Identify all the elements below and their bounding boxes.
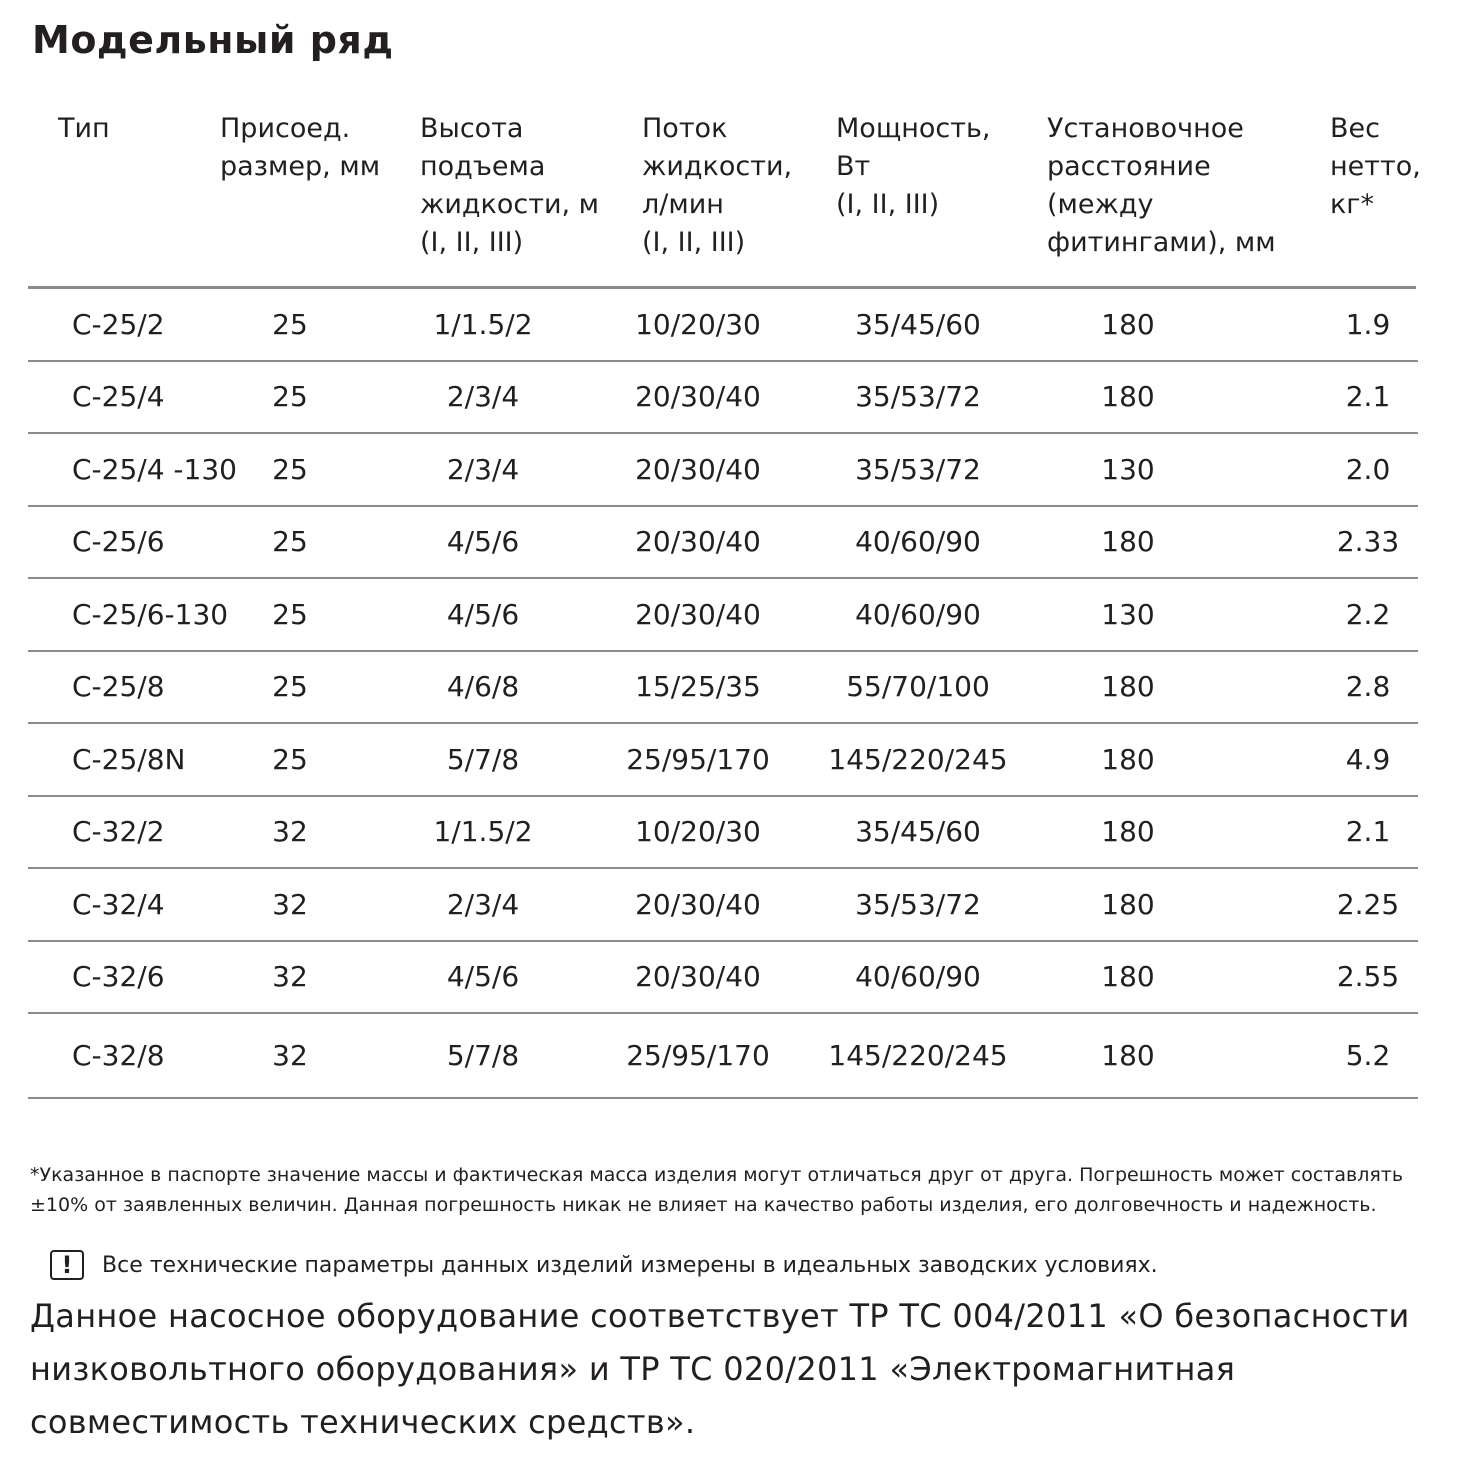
cell-lift: 4/5/6 xyxy=(446,960,520,994)
cell-lift: 2/3/4 xyxy=(446,380,520,414)
cell-type: C-25/2 xyxy=(72,307,165,341)
page-title: Модельный ряд xyxy=(32,18,394,62)
table-row xyxy=(28,289,1418,362)
cell-weight: 2.25 xyxy=(1336,887,1400,921)
exclamation-icon: ! xyxy=(50,1250,84,1280)
cell-size: 25 xyxy=(272,307,308,341)
cell-weight: 2.33 xyxy=(1336,525,1400,559)
cell-power: 35/53/72 xyxy=(855,887,981,921)
header-weight: Вес нетто, кг* xyxy=(1330,113,1421,220)
cell-weight: 2.1 xyxy=(1345,380,1391,414)
cell-flow: 10/20/30 xyxy=(635,307,761,341)
table-row xyxy=(28,579,1418,652)
cell-lift: 5/7/8 xyxy=(446,1039,520,1072)
cell-flow: 20/30/40 xyxy=(635,887,761,921)
cell-power: 145/220/245 xyxy=(828,742,1008,776)
cell-power: 35/53/72 xyxy=(855,380,981,414)
cell-weight: 2.2 xyxy=(1345,597,1391,631)
cell-type: C-32/6 xyxy=(72,960,165,994)
model-table xyxy=(28,110,1421,1072)
header-flow: Поток жидкости, л/мин (I, II, III) xyxy=(642,113,793,258)
table-row xyxy=(28,869,1418,942)
cell-power: 55/70/100 xyxy=(846,670,990,704)
cell-power: 35/53/72 xyxy=(855,452,981,486)
cell-power: 35/45/60 xyxy=(855,815,981,849)
cell-flow: 10/20/30 xyxy=(635,815,761,849)
header-type: Тип xyxy=(58,113,110,144)
header-install-distance: Установочное расстояние (между фитингами), мм xyxy=(1047,113,1276,258)
cell-type: C-32/8 xyxy=(72,1039,165,1072)
cell-lift: 2/3/4 xyxy=(446,887,520,921)
cell-weight: 1.9 xyxy=(1345,307,1391,341)
cell-power: 40/60/90 xyxy=(855,525,981,559)
cell-distance: 180 xyxy=(1101,307,1155,341)
cell-distance: 130 xyxy=(1101,597,1155,631)
cell-distance: 180 xyxy=(1101,1039,1155,1072)
cell-distance: 180 xyxy=(1101,525,1155,559)
notice xyxy=(50,1250,1158,1280)
table-row xyxy=(28,652,1418,725)
cell-flow: 20/30/40 xyxy=(635,525,761,559)
cell-power: 40/60/90 xyxy=(855,597,981,631)
table-row xyxy=(28,797,1418,870)
cell-weight: 2.1 xyxy=(1345,815,1391,849)
cell-lift: 2/3/4 xyxy=(446,452,520,486)
cell-lift: 4/6/8 xyxy=(446,670,520,704)
header-power: Мощность, Вт (I, II, III) xyxy=(836,113,991,220)
notice-text: Все технические параметры данных изделий измерены в идеальных заводских условиях. xyxy=(102,1252,1158,1278)
cell-size: 32 xyxy=(272,887,308,921)
table-row xyxy=(28,724,1418,797)
cell-weight: 2.55 xyxy=(1336,960,1400,994)
cell-power: 40/60/90 xyxy=(855,960,981,994)
cell-type: C-25/8N xyxy=(72,742,186,776)
cell-size: 32 xyxy=(272,1039,308,1072)
cell-lift: 5/7/8 xyxy=(446,742,520,776)
cell-size: 25 xyxy=(272,380,308,414)
compliance-text: Данное насосное оборудование соответствует ТР ТС 004/2011 «О безопасности низковольтного оборудования» и ТР ТС 020/2011 «Электромагнитная совместимость технических средств». xyxy=(30,1297,1410,1441)
cell-type: C-25/6 xyxy=(72,525,165,559)
cell-weight: 2.8 xyxy=(1345,670,1391,704)
cell-type: C-25/4 -130 xyxy=(72,452,237,486)
cell-flow: 20/30/40 xyxy=(635,380,761,414)
cell-weight: 5.2 xyxy=(1345,1039,1391,1072)
header-lift-height: Высота подъема жидкости, м (I, II, III) xyxy=(420,113,600,258)
weight-footnote: *Указанное в паспорте значение массы и фактическая масса изделия могут отличаться друг от друга. Погрешность может составлять ±10% от заявленных величин. Данная погрешность никак не влияет на качество работы изделия, его долговечность и надежность. xyxy=(30,1164,1404,1216)
cell-distance: 180 xyxy=(1101,380,1155,414)
cell-lift: 1/1.5/2 xyxy=(433,815,533,849)
cell-flow: 20/30/40 xyxy=(635,597,761,631)
cell-weight: 2.0 xyxy=(1345,452,1391,486)
cell-type: C-25/8 xyxy=(72,670,165,704)
cell-size: 32 xyxy=(272,960,308,994)
table-body xyxy=(28,289,1418,1099)
table-row xyxy=(28,507,1418,580)
cell-size: 25 xyxy=(272,525,308,559)
cell-flow: 15/25/35 xyxy=(635,670,761,704)
cell-size: 25 xyxy=(272,597,308,631)
cell-size: 32 xyxy=(272,815,308,849)
cell-type: C-25/4 xyxy=(72,380,165,414)
cell-type: C-25/6-130 xyxy=(72,597,229,631)
cell-flow: 25/95/170 xyxy=(626,742,770,776)
cell-weight: 4.9 xyxy=(1345,742,1391,776)
cell-type: C-32/2 xyxy=(72,815,165,849)
cell-distance: 180 xyxy=(1101,887,1155,921)
cell-power: 145/220/245 xyxy=(828,1039,1008,1072)
table-row xyxy=(28,362,1418,435)
cell-type: C-32/4 xyxy=(72,887,165,921)
cell-distance: 180 xyxy=(1101,670,1155,704)
cell-distance: 130 xyxy=(1101,452,1155,486)
cell-size: 25 xyxy=(272,742,308,776)
cell-power: 35/45/60 xyxy=(855,307,981,341)
cell-distance: 180 xyxy=(1101,742,1155,776)
table-header xyxy=(28,110,1421,288)
table-row xyxy=(28,434,1418,507)
cell-size: 25 xyxy=(272,670,308,704)
cell-lift: 1/1.5/2 xyxy=(433,307,533,341)
cell-flow: 20/30/40 xyxy=(635,960,761,994)
cell-distance: 180 xyxy=(1101,815,1155,849)
cell-distance: 180 xyxy=(1101,960,1155,994)
cell-lift: 4/5/6 xyxy=(446,525,520,559)
table-row xyxy=(28,942,1418,1015)
cell-flow: 25/95/170 xyxy=(626,1039,770,1072)
cell-lift: 4/5/6 xyxy=(446,597,520,631)
header-connection-size: Присоед. размер, мм xyxy=(220,113,381,182)
cell-size: 25 xyxy=(272,452,308,486)
table-row xyxy=(28,1014,1418,1099)
cell-flow: 20/30/40 xyxy=(635,452,761,486)
